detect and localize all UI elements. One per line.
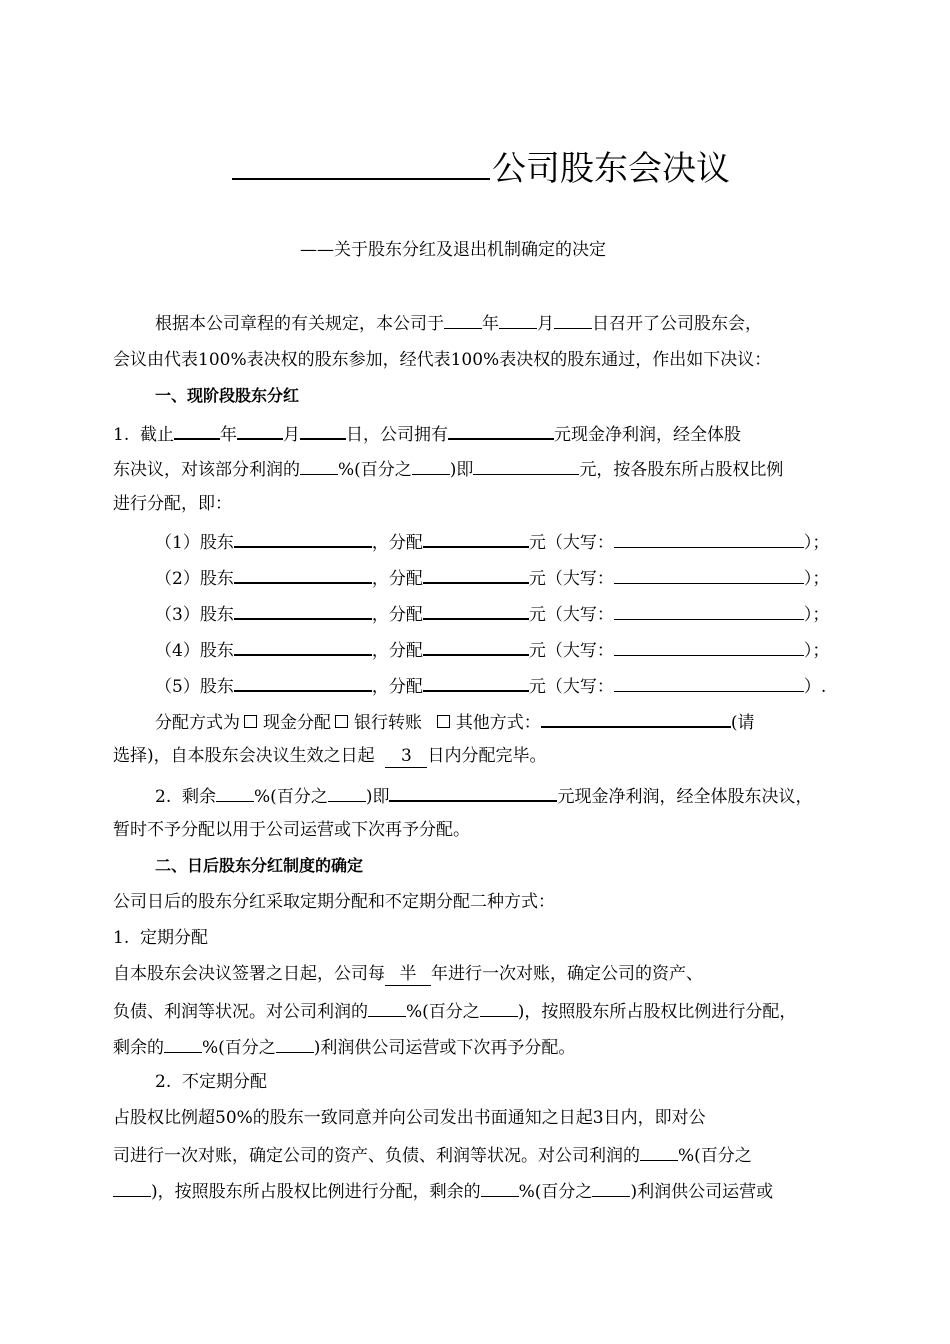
section-2-intro: 公司日后的股东分红采取定期分配和不定期分配二种方式： [113,892,555,912]
distribution-method-line: 分配方式为 现金分配 银行转账 其他方式： (请 [155,709,754,734]
allocation-amount-blank[interactable] [423,637,529,656]
shareholder-row: （3）股东 ，分配 元（大写： ）； [155,601,829,626]
section-1-item-1-line-3: 进行分配，即： [113,494,232,514]
shareholder-row: （4）股东 ，分配 元（大写： ）； [155,637,829,662]
intro-line-2: 会议由代表100%表决权的股东参加，经代表100%表决权的股东通过，作出如下决议： [113,350,772,370]
allocation-amount-blank[interactable] [423,565,529,584]
remaining-profit-percent-blank[interactable] [164,1035,202,1053]
document-title [232,142,730,194]
remaining-amount-blank[interactable] [389,783,557,802]
cutoff-year-blank[interactable] [174,421,220,440]
irregular-line-1: 占股权比例超50%的股东一致同意并向公司发出书面通知之日起3日内，即对公 [113,1108,706,1128]
irregular-remaining-percent-blank[interactable] [481,1179,519,1197]
section-2-sub-1: 1. 定期分配 [113,928,209,948]
title-text: 公司股东会决议 [492,149,730,189]
distribution-days[interactable]: 3 [385,745,427,768]
shareholder-row: （5）股东 ，分配 元（大写： ）. [155,673,826,698]
profit-percent-cn-blank[interactable] [480,999,518,1017]
remaining-percent-cn-blank[interactable] [328,784,366,802]
cutoff-month-blank[interactable] [237,421,283,440]
section-1-item-1-line-2: 东决议，对该部分利润的 %(百分之 )即 元，按各股东所占股权比例 [113,457,783,481]
shareholder-name-blank[interactable] [234,601,372,620]
irregular-remaining-percent-cn-blank[interactable] [592,1179,630,1197]
percent-cn-blank[interactable] [412,457,450,475]
amount-uppercase-blank[interactable] [614,530,804,548]
shareholder-row: （1）股东 ，分配 元（大写： ）； [155,529,829,554]
meeting-month-blank[interactable] [499,311,537,329]
periodic-line-1: 自本股东会决议签署之日起，公司每 半 年进行一次对账，确定公司的资产、 [113,964,703,984]
amount-blank[interactable] [473,457,579,475]
profit-percent-blank[interactable] [368,999,406,1017]
periodic-line-2: 负债、利润等状况。对公司利润的 %(百分之 )，按照股东所占股权比例进行分配， [113,999,796,1023]
section-2-sub-2: 2. 不定期分配 [155,1072,268,1092]
irregular-line-2: 司进行一次对账，确定公司的资产、负债、利润等状况。对公司利润的 %(百分之 [113,1143,752,1167]
remaining-profit-percent-cn-blank[interactable] [276,1035,314,1053]
allocation-amount-blank[interactable] [423,673,529,692]
section-1-item-2-line-2: 暂时不予分配以用于公司运营或下次再予分配。 [113,820,470,840]
shareholder-name-blank[interactable] [234,565,372,584]
shareholder-name-blank[interactable] [234,673,372,692]
other-method-checkbox[interactable] [437,715,450,728]
allocation-amount-blank[interactable] [423,529,529,548]
bank-transfer-checkbox[interactable] [335,715,348,728]
allocation-amount-blank[interactable] [423,601,529,620]
shareholder-name-blank[interactable] [234,637,372,656]
shareholder-row: （2）股东 ，分配 元（大写： ）； [155,565,829,590]
period-value[interactable]: 半 [385,963,431,986]
irregular-percent-blank[interactable] [640,1143,678,1161]
remaining-percent-blank[interactable] [216,784,254,802]
section-1-heading: 一、现阶段股东分红 [155,386,300,405]
amount-uppercase-blank[interactable] [614,674,804,692]
meeting-year-blank[interactable] [444,311,482,329]
amount-uppercase-blank[interactable] [614,602,804,620]
company-name-blank[interactable] [232,142,490,180]
irregular-line-3: )，按照股东所占股权比例进行分配，剩余的 %(百分之 )利润供公司运营或 [113,1179,773,1203]
amount-uppercase-blank[interactable] [614,638,804,656]
document-subtitle: ——关于股东分红及退出机制确定的决定 [300,240,606,260]
periodic-line-3: 剩余的 %(百分之 )利润供公司运营或下次再予分配。 [113,1035,575,1059]
net-profit-blank[interactable] [448,421,554,440]
section-1-item-1-line-1: 1. 截止 年 月 日，公司拥有 元现金净利润，经全体股 [113,421,741,446]
shareholder-name-blank[interactable] [234,529,372,548]
intro-line-1: 根据本公司章程的有关规定，本公司于 年 月 日召开了公司股东会， [155,311,762,335]
section-1-item-2-line-1: 2. 剩余 %(百分之 )即 元现金净利润，经全体股东决议， [155,783,812,808]
other-method-blank[interactable] [541,709,731,728]
meeting-day-blank[interactable] [554,311,592,329]
percent-blank[interactable] [300,457,338,475]
section-2-heading: 二、日后股东分红制度的确定 [155,856,364,875]
distribution-method-line-2: 选择)，自本股东会决议生效之日起 3 日内分配完毕。 [113,746,547,766]
amount-uppercase-blank[interactable] [614,566,804,584]
cash-checkbox[interactable] [244,715,257,728]
cutoff-day-blank[interactable] [300,421,346,440]
irregular-percent-cn-blank[interactable] [113,1179,151,1197]
